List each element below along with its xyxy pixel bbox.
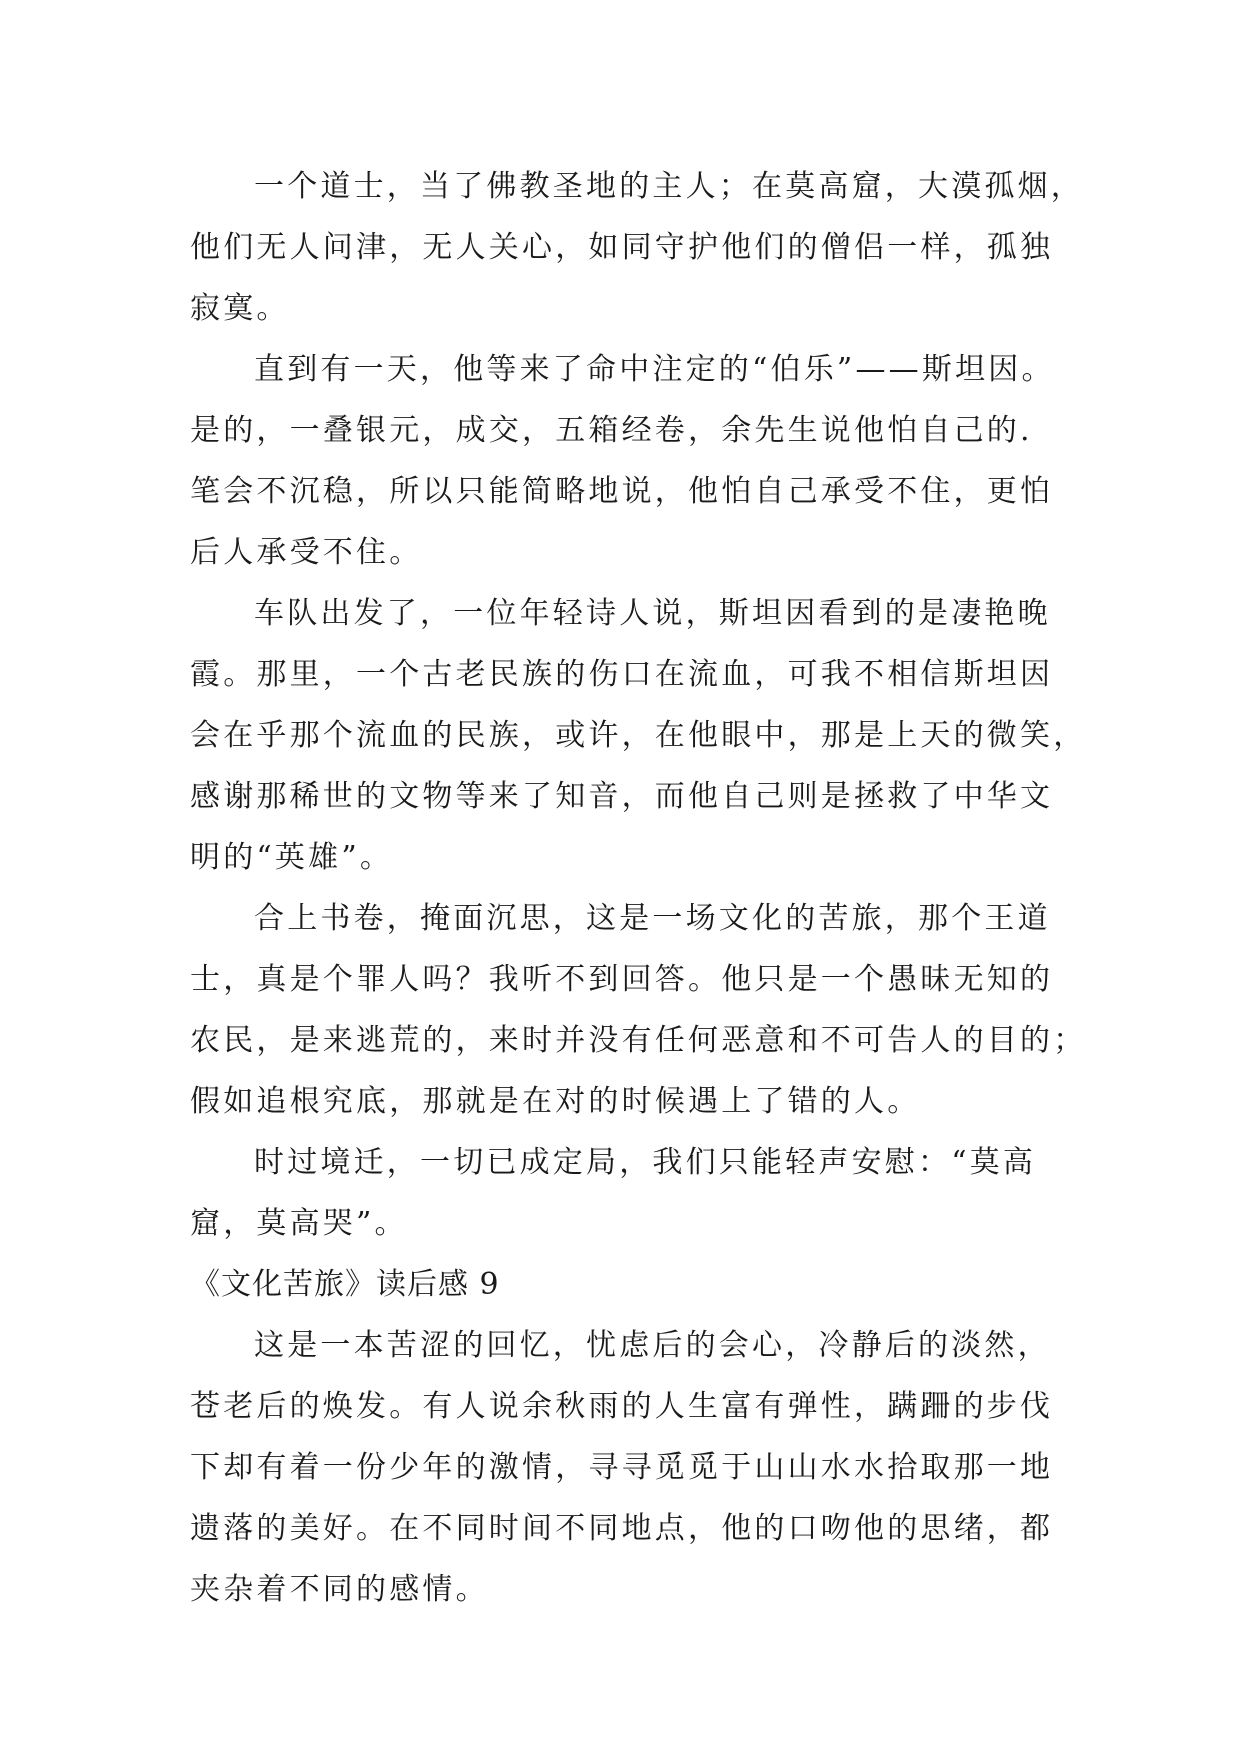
- paragraph-line: 窟，莫高哭”。: [190, 1206, 408, 1241]
- paragraph-6: [190, 1315, 1060, 1620]
- paragraph-line: 夹杂着不同的感情。: [190, 1572, 489, 1607]
- paragraph-2: [190, 339, 1060, 583]
- paragraph-line: 这是一本苦涩的回忆，忧虑后的会心，冷静后的淡然，: [254, 1328, 1051, 1363]
- paragraph-5: [190, 1132, 1060, 1254]
- paragraph-line: 一个道士，当了佛教圣地的主人；在莫高窟，大漠孤烟，: [254, 169, 1084, 204]
- paragraph-line: 明的“英雄”。: [190, 840, 394, 875]
- paragraph-line: 时过境迁，一切已成定局，我们只能轻声安慰：“莫高: [254, 1145, 1037, 1180]
- paragraph-line: 苍老后的焕发。有人说余秋雨的人生富有弹性，蹒跚的步伐: [190, 1389, 1054, 1424]
- paragraph-line: 感谢那稀世的文物等来了知音，而他自己则是拯救了中华文: [190, 779, 1054, 814]
- paragraph-line: 霞。那里，一个古老民族的伤口在流血，可我不相信斯坦因: [190, 657, 1054, 692]
- paragraph-line: 下却有着一份少年的激情，寻寻觅觅于山山水水拾取那一地: [190, 1450, 1054, 1485]
- paragraph-line: 车队出发了，一位年轻诗人说，斯坦因看到的是凄艳晚: [254, 596, 1051, 631]
- paragraph-line: 会在乎那个流血的民族，或许，在他眼中，那是上天的微笑，: [190, 718, 1087, 753]
- paragraph-line: 士，真是个罪人吗？我听不到回答。他只是一个愚昧无知的: [190, 962, 1054, 997]
- paragraph-line: 农民，是来逃荒的，来时并没有任何恶意和不可告人的目的；: [190, 1023, 1087, 1058]
- paragraph-line: 假如追根究底，那就是在对的时候遇上了错的人。: [190, 1084, 921, 1119]
- paragraph-line: 直到有一天，他等来了命中注定的“伯乐”——斯坦因。: [254, 352, 1055, 387]
- document-body: [190, 156, 1087, 1620]
- paragraph-line: 笔会不沉稳，所以只能简略地说，他怕自己承受不住，更怕: [190, 474, 1054, 509]
- paragraph-line: 寂寞。: [190, 291, 290, 326]
- paragraph-4: [190, 888, 1087, 1132]
- paragraph-line: 遗落的美好。在不同时间不同地点，他的口吻他的思绪，都: [190, 1511, 1054, 1546]
- paragraph-line: 后人承受不住。: [190, 535, 423, 570]
- section-heading: 《文化苦旅》读后感 9: [190, 1267, 500, 1302]
- paragraph-line: 他们无人问津，无人关心，如同守护他们的僧侣一样，孤独: [190, 230, 1054, 265]
- paragraph-line: 是的，一叠银元，成交，五箱经卷，余先生说他怕自己的.: [190, 413, 1033, 448]
- paragraph-line: 合上书卷，掩面沉思，这是一场文化的苦旅，那个王道: [254, 901, 1051, 936]
- paragraph-3: [190, 583, 1087, 888]
- paragraph-1: [190, 156, 1084, 339]
